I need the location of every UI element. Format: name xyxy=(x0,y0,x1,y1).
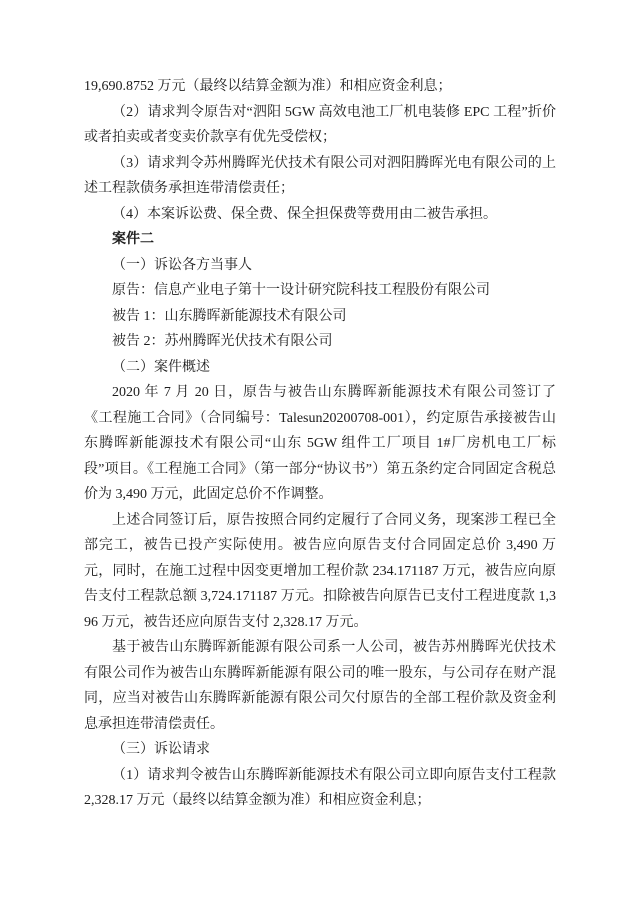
defendant-2-line: 被告 2：苏州腾晖光伏技术有限公司 xyxy=(112,334,333,349)
overview-paragraph-3: 基于被告山东腾晖新能源有限公司系一人公司，被告苏州腾晖光伏技术有限公司作为被告山东腾晖新能源有限公司的唯一股东，与公司存在财产混同，应当对被告山东腾晖新能源有限公司欠付原告的全部工程价款及资金利息承担连带清偿责任。 xyxy=(84,640,556,732)
section-claims-heading: （三）诉讼请求 xyxy=(112,742,210,757)
paragraph-claim-1-continuation: 19,690.8752 万元（最终以结算金额为准）和相应资金利息； xyxy=(84,79,452,94)
plaintiff-line: 原告：信息产业电子第十一设计研究院科技工程股份有限公司 xyxy=(112,283,490,298)
paragraph-claim-2: （2）请求判令原告对“泗阳 5GW 高效电池工厂机电装修 EPC 工程”折价或者拍卖或者变卖价款享有优先受偿权； xyxy=(84,104,556,145)
section-overview-heading: （二）案件概述 xyxy=(112,359,210,375)
overview-paragraph-1: 2020 年 7 月 20 日，原告与被告山东腾晖新能源技术有限公司签订了《工程施工合同》（合同编号：Talesun20200708-001），约定原告承接被告山东腾晖新能源技术有限公司“山东 5GW 组件工厂项目 1#厂房机电工厂标段”项目。《工程施工合同》（第一部分“协议书”）第五条约定合同固定含税总价为 3,490 万元，此固定总价不作调整。 xyxy=(84,385,556,502)
case-2-heading: 案件二 xyxy=(112,232,154,247)
paragraph-claim-4: （4）本案诉讼费、保全费、保全担保费等费用由二被告承担。 xyxy=(112,206,497,222)
paragraph-claim-3: （3）请求判令苏州腾晖光伏技术有限公司对泗阳腾晖光电有限公司的上述工程款债务承担连带清偿责任； xyxy=(84,155,556,196)
defendant-1-line: 被告 1：山东腾晖新能源技术有限公司 xyxy=(112,308,347,324)
paragraph-case2-claim-1: （1）请求判令被告山东腾晖新能源技术有限公司立即向原告支付工程款 2,328.17 万元（最终以结算金额为准）和相应资金利息； xyxy=(84,767,556,808)
overview-paragraph-2: 上述合同签订后，原告按照合同约定履行了合同义务，现案涉工程已全部完工，被告已投产实际使用。被告应向原告支付合同固定总价 3,490 万元，同时，在施工过程中因变更增加工程价款 234.171187 万元，被告应向原告支付工程款总额 3,724.171187 万元。扣除被告向原告已支付工程进度款 1,396 万元，被告还应向原告支付 2,328.17 万元。 xyxy=(84,512,556,630)
section-parties-heading: （一）诉讼各方当事人 xyxy=(112,257,252,273)
